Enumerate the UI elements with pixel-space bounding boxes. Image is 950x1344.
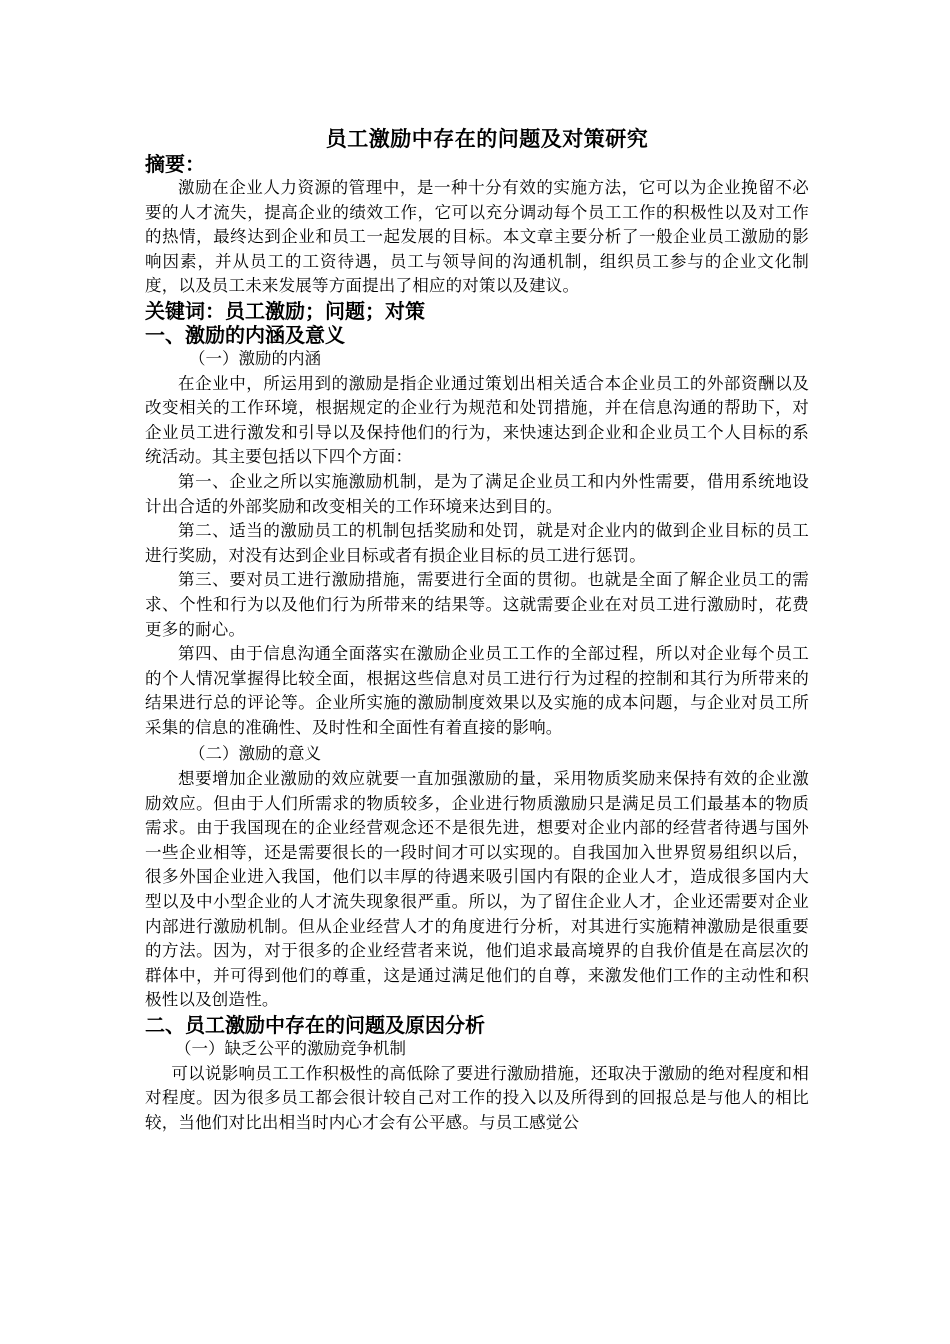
section-1-heading: 一、激励的内涵及意义 bbox=[145, 322, 345, 347]
section-1-subheading-1: （一）激励的内涵 bbox=[189, 348, 321, 368]
abstract-text: 激励在企业人力资源的管理中，是一种十分有效的实施方法，它可以为企业挽留不必要的人才流失，提高企业的绩效工作，它可以充分调动每个员工工作的积极性以及对工作的热情，最终达到企业和员工一起发展的目标。本文章主要分析了一般企业员工激励的影响因素，并从员工的工资待遇，员工与领导间的沟通机制，组织员工参与的企业文化制度，以及员工未来发展等方面提出了相应的对策以及建议。 bbox=[145, 178, 809, 296]
section-1-paragraph: 想要增加企业激励的效应就要一直加强激励的量，采用物质奖励来保持有效的企业激励效应。但由于人们所需求的物质较多，企业进行物质激励只是满足员工们最基本的物质需求。由于我国现在的企业经营观念还不是很先进，想要对企业内部的经营者待遇与国外一些企业相等，还是需要很长的一段时间才可以实现的。自我国加入世界贸易组织以后，很多外国企业进入我国，他们以丰厚的待遇来吸引国内有限的企业人才，造成很多国内大型以及中小型企业的人才流失现象很严重。所以，为了留住企业人才，企业还需要对企业内部进行激励机制。但从企业经营人才的角度进行分析，对其进行实施精神激励是很重要的方法。因为，对于很多的企业经营者来说，他们追求最高境界的自我价值是在高层次的群体中，并可得到他们的尊重，这是通过满足他们的自尊，来激发他们工作的主动性和积极性以及创造性。 bbox=[145, 769, 809, 1010]
section-1-paragraph: 在企业中，所运用到的激励是指企业通过策划出相关适合本企业员工的外部资酬以及改变相关的工作环境，根据规定的企业行为规范和处罚措施，并在信息沟通的帮助下，对企业员工进行激发和引导以及保持他们的行为，来快速达到企业和企业员工个人目标的系统活动。其主要包括以下四个方面： bbox=[145, 373, 809, 467]
abstract-label: 摘要： bbox=[145, 152, 205, 176]
section-1-paragraph: 第四、由于信息沟通全面落实在激励企业员工工作的全部过程，所以对企业每个员工的个人情况掌握得比较全面，根据这些信息对员工进行行为过程的控制和其行为所带来的结果进行总的评论等。企业所实施的激励制度效果以及实施的成本问题，与企业对员工所采集的信息的准确性、及时性和全面性有着直接的影响。 bbox=[145, 644, 809, 737]
section-1-paragraph: 第二、适当的激励员工的机制包括奖励和处罚，就是对企业内的做到企业目标的员工进行奖励，对没有达到企业目标或者有损企业目标的员工进行惩罚。 bbox=[145, 521, 809, 565]
section-1-subheading-2: （二）激励的意义 bbox=[189, 744, 321, 764]
section-2-heading: 二、员工激励中存在的问题及原因分析 bbox=[145, 1013, 485, 1037]
keywords: 关键词：员工激励；问题；对策 bbox=[145, 298, 425, 323]
section-2-subheading-1: （一）缺乏公平的激励竞争机制 bbox=[175, 1039, 406, 1058]
section-1-paragraph: 第三、要对员工进行激励措施，需要进行全面的贯彻。也就是全面了解企业员工的需求、个性和行为以及他们行为所带来的结果等。这就需要企业在对员工进行激励时，花费更多的耐心。 bbox=[145, 570, 809, 639]
document-page bbox=[145, 126, 809, 1135]
document-title: 员工激励中存在的问题及对策研究 bbox=[325, 126, 649, 151]
section-2-paragraph: 可以说影响员工工作积极性的高低除了要进行激励措施，还取决于激励的绝对程度和相对程度。因为很多员工都会很计较自己对工作的投入以及所得到的回报总是与他人的相比较，当他们对比出相当时内心才会有公平感。与员工感觉公 bbox=[145, 1063, 809, 1132]
section-1-paragraph: 第一、企业之所以实施激励机制，是为了满足企业员工和内外性需要，借用系统地设计出合适的外部奖励和改变相关的工作环境来达到目的。 bbox=[145, 471, 809, 516]
